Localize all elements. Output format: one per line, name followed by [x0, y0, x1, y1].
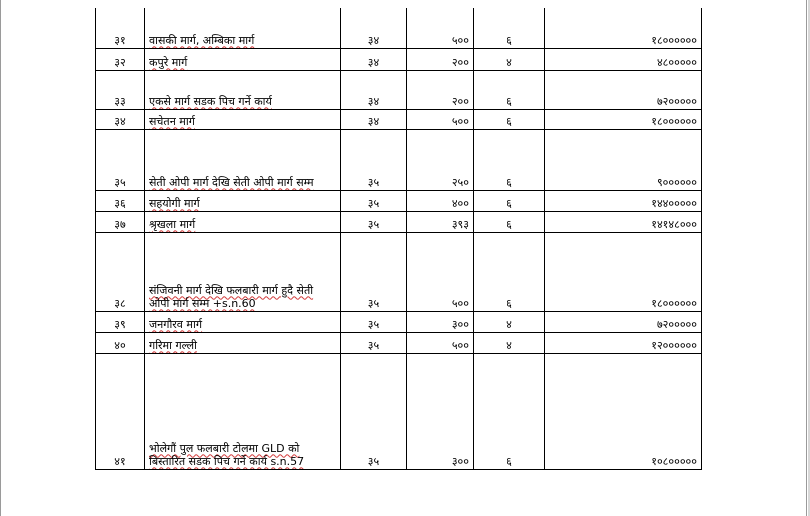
road-length: ५००	[407, 109, 474, 129]
road-length: ३००	[407, 311, 474, 332]
ward-number: ३५	[341, 311, 407, 332]
road-name: वासकी मार्ग, अम्बिका मार्ग	[145, 8, 341, 48]
road-type: ६	[474, 211, 545, 232]
road-type: ४	[474, 311, 545, 332]
road-type: ६	[474, 109, 545, 129]
ward-number: ३४	[341, 8, 407, 48]
table-row	[96, 129, 702, 190]
page-right-edge	[806, 0, 807, 516]
table-row	[96, 311, 702, 332]
serial-number: ३४	[96, 109, 145, 129]
road-type: ६	[474, 232, 545, 311]
table-row	[96, 109, 702, 129]
road-name: जनगौरव मार्ग	[145, 311, 341, 332]
table-row	[96, 353, 702, 469]
table-row	[96, 48, 702, 70]
road-length: ३००	[407, 353, 474, 469]
road-length: २००	[407, 70, 474, 109]
road-length: ५००	[407, 8, 474, 48]
estimated-cost: १८००००००	[545, 232, 702, 311]
estimated-cost: ९००००००	[545, 129, 702, 190]
serial-number: ३३	[96, 70, 145, 109]
table-row	[96, 8, 702, 48]
serial-number: ३१	[96, 8, 145, 48]
road-length: ५००	[407, 332, 474, 353]
table-row	[96, 332, 702, 353]
serial-number: ३२	[96, 48, 145, 70]
serial-number: ३५	[96, 129, 145, 190]
ward-number: ३४	[341, 70, 407, 109]
road-length: २५०	[407, 129, 474, 190]
road-type: ६	[474, 70, 545, 109]
ward-number: ३५	[341, 353, 407, 469]
road-projects-table	[95, 8, 702, 470]
ward-number: ३५	[341, 190, 407, 211]
road-length: ५००	[407, 232, 474, 311]
page-left-edge	[0, 0, 1, 516]
road-name: कपुरे मार्ग	[145, 48, 341, 70]
ward-number: ३५	[341, 332, 407, 353]
serial-number: ३८	[96, 232, 145, 311]
road-type: ६	[474, 129, 545, 190]
table-row	[96, 211, 702, 232]
estimated-cost: ७२०००००	[545, 311, 702, 332]
road-name: श्रृखला मार्ग	[145, 211, 341, 232]
serial-number: ४१	[96, 353, 145, 469]
road-type: ६	[474, 353, 545, 469]
road-length: ३९३	[407, 211, 474, 232]
estimated-cost: १०८०००००	[545, 353, 702, 469]
road-type: ६	[474, 190, 545, 211]
estimated-cost: १८००००००	[545, 8, 702, 48]
table-row	[96, 70, 702, 109]
estimated-cost: १४४०००००	[545, 190, 702, 211]
road-type: ६	[474, 8, 545, 48]
ward-number: ३५	[341, 211, 407, 232]
road-type: ४	[474, 332, 545, 353]
estimated-cost: ४८०००००	[545, 48, 702, 70]
estimated-cost: १२००००००	[545, 332, 702, 353]
road-name: गरिमा गल्ली	[145, 332, 341, 353]
estimated-cost: १४१४८०००	[545, 211, 702, 232]
ward-number: ३५	[341, 129, 407, 190]
road-name: भोलेगौं पुल फलबारी टोलमा GLD को बिस्तारित सडक पिच गर्ने कार्य s.n.57	[145, 353, 341, 469]
road-name: सहयोगी मार्ग	[145, 190, 341, 211]
ward-number: ३४	[341, 109, 407, 129]
serial-number: ३९	[96, 311, 145, 332]
road-name: सेती ओपी मार्ग देखि सेती ओपी मार्ग सम्म	[145, 129, 341, 190]
serial-number: ३७	[96, 211, 145, 232]
estimated-cost: १८००००००	[545, 109, 702, 129]
estimated-cost: ७२०००००	[545, 70, 702, 109]
road-length: २००	[407, 48, 474, 70]
ward-number: ३४	[341, 48, 407, 70]
ward-number: ३५	[341, 232, 407, 311]
road-name: एकसे मार्ग सडक पिच गर्ने कार्य	[145, 70, 341, 109]
serial-number: ३६	[96, 190, 145, 211]
road-name: सचेतन मार्ग	[145, 109, 341, 129]
road-length: ४००	[407, 190, 474, 211]
table-row	[96, 232, 702, 311]
road-type: ४	[474, 48, 545, 70]
table-row	[96, 190, 702, 211]
serial-number: ४०	[96, 332, 145, 353]
road-name: संजिवनी मार्ग देखि फलबारी मार्ग हुदै सेती ओपी मार्ग सम्म +s.n.60	[145, 232, 341, 311]
